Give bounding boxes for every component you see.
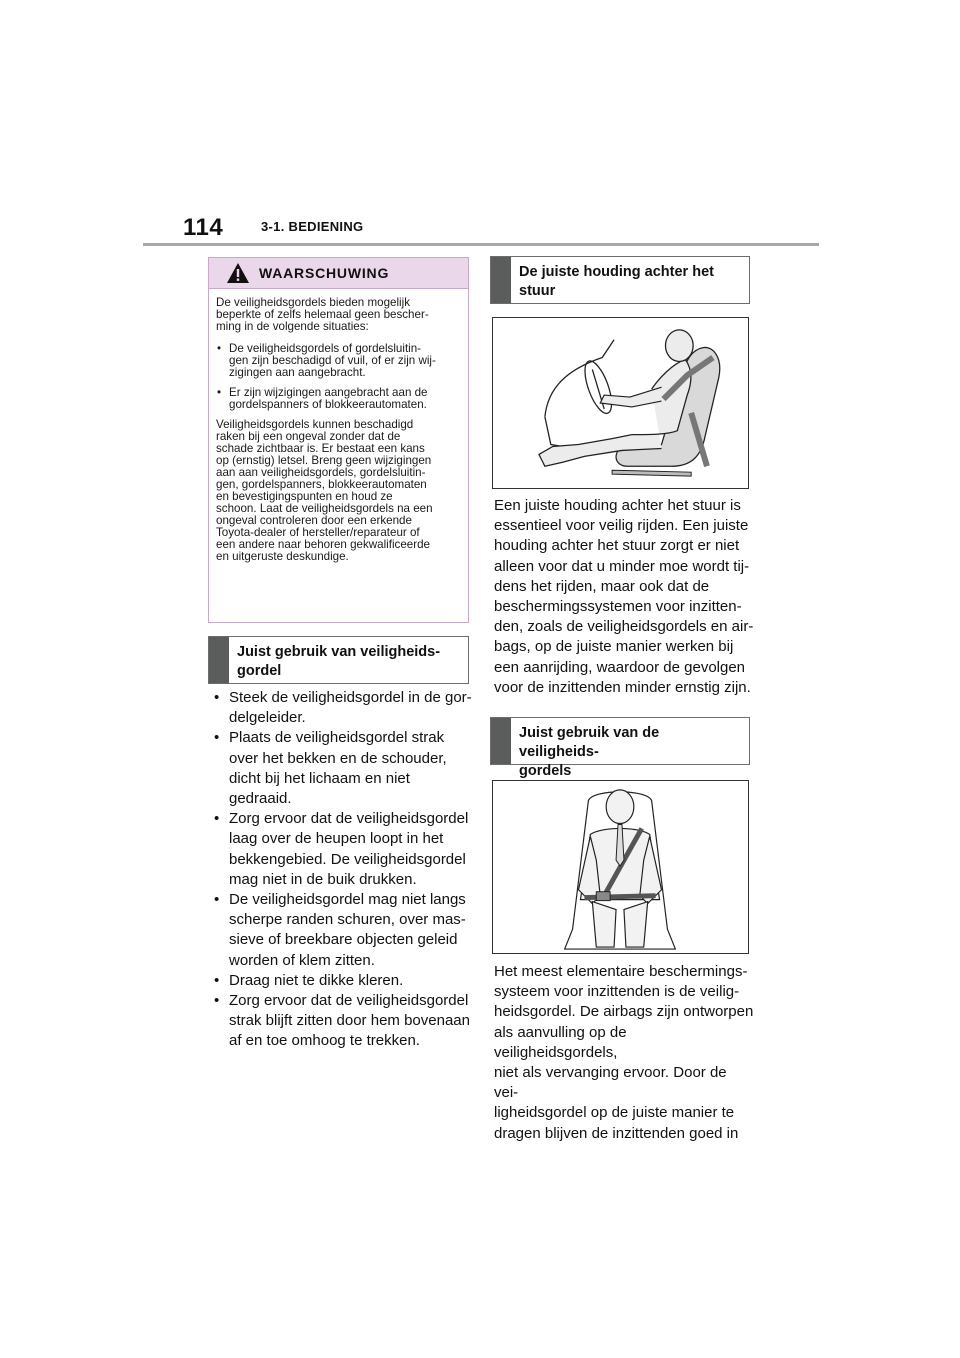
warning-item-line: De veiligheidsgordels of gordelsluitin- bbox=[229, 342, 422, 355]
heading-bar bbox=[491, 718, 511, 764]
warning-body-line: en uitgeruste deskundige. bbox=[216, 550, 349, 563]
paragraph-line: als aanvulling op de veiligheidsgordels, bbox=[494, 1023, 627, 1061]
warning-body-line: en bevestigingspunten en houd ze bbox=[216, 490, 393, 503]
seatbelt-instructions-list bbox=[212, 688, 472, 1052]
heading-line: Juist gebruik van veiligheids- bbox=[237, 644, 441, 660]
warning-body-line: Veiligheidsgordels kunnen beschadigd bbox=[216, 418, 414, 431]
list-item-line: dicht bij het lichaam en niet bbox=[229, 769, 410, 787]
warning-body-line: ongeval controleren door een erkende bbox=[216, 514, 412, 527]
list-item-line: Zorg ervoor dat de veiligheidsgordel bbox=[229, 810, 469, 828]
paragraph-line: essentieel voor veilig rijden. Een juiste bbox=[494, 517, 749, 535]
paragraph-line: dragen blijven de inzittenden goed in bbox=[494, 1124, 739, 1142]
list-item-line: af en toe omhoog te trekken. bbox=[229, 1032, 420, 1050]
warning-body-line: een andere naar behoren gekwalificeerde bbox=[216, 538, 430, 551]
header-rule bbox=[143, 243, 819, 246]
paragraph-line: Het meest elementaire beschermings- bbox=[494, 963, 748, 980]
warning-intro-line: De veiligheidsgordels bieden mogelijk bbox=[216, 296, 410, 309]
paragraph-line: heidsgordel. De airbags zijn ontworpen bbox=[494, 1003, 754, 1021]
paragraph-line: alleen voor dat u minder moe wordt tij- bbox=[494, 557, 750, 575]
driver-seat-icon bbox=[493, 318, 748, 488]
section-title: 3-1. BEDIENING bbox=[261, 219, 364, 234]
paragraph-line: Een juiste houding achter het stuur is bbox=[494, 497, 741, 514]
list-item-line: Zorg ervoor dat de veiligheidsgordel bbox=[229, 992, 469, 1010]
list-item-line: bekkengebied. De veiligheidsgordel bbox=[229, 850, 466, 868]
paragraph-line: bags, op de juiste manier werken bij bbox=[494, 638, 734, 656]
paragraph-line: systeem voor inzittenden is de veilig- bbox=[494, 983, 740, 1001]
list-item bbox=[212, 688, 472, 728]
list-item-line: strak blijft zitten door hem bovenaan bbox=[229, 1012, 470, 1030]
warning-header bbox=[209, 258, 468, 289]
list-item-line: scherpe randen schuren, over mas- bbox=[229, 911, 466, 929]
paragraph-line: den, zoals de veiligheidsgordels en air- bbox=[494, 618, 754, 636]
warning-list-item bbox=[216, 343, 461, 379]
warning-list bbox=[216, 343, 461, 411]
heading-line: gordel bbox=[237, 663, 282, 679]
driving-posture-illustration bbox=[492, 317, 749, 489]
warning-box bbox=[208, 257, 469, 623]
warning-triangle-icon bbox=[226, 262, 250, 284]
warning-body-line: aan aan veiligheidsgordels, gordelsluitin- bbox=[216, 466, 426, 479]
warning-intro bbox=[216, 297, 461, 333]
paragraph-line: ligheidsgordel op de juiste manier te bbox=[494, 1104, 735, 1122]
list-item-line: over het bekken en de schouder, bbox=[229, 749, 447, 767]
list-item-line: Draag niet te dikke kleren. bbox=[229, 971, 404, 989]
list-item-line: gedraaid. bbox=[229, 790, 292, 808]
warning-body bbox=[209, 289, 468, 563]
warning-body-line: gen, gordelspanners, blokkeerautomaten bbox=[216, 478, 427, 491]
warning-body-line: schade zichtbaar is. Er bestaat een kans bbox=[216, 442, 425, 455]
paragraph-line: voor de inzittenden minder ernstig zijn. bbox=[494, 678, 751, 696]
warning-body-line: op (ernstig) letsel. Breng geen wijzigingen bbox=[216, 454, 432, 467]
warning-list-item bbox=[216, 387, 461, 411]
paragraph-line: een aanrijding, waardoor de gevolgen bbox=[494, 658, 746, 676]
list-item-line: worden of klem zitten. bbox=[229, 951, 375, 969]
occupant-seatbelt-icon bbox=[493, 781, 748, 953]
warning-title: WAARSCHUWING bbox=[259, 265, 390, 281]
warning-intro-line: beperkte of zelfs helemaal geen bescher- bbox=[216, 308, 429, 321]
paragraph-line: beschermingssystemen voor inzitten- bbox=[494, 598, 742, 616]
heading-line: stuur bbox=[519, 283, 556, 299]
warning-item-line: zigingen aan aangebracht. bbox=[229, 366, 366, 379]
warning-item-line: gen zijn beschadigd of vuil, of er zijn wij- bbox=[229, 354, 436, 367]
heading-line: De juiste houding achter het bbox=[519, 264, 714, 280]
heading-label bbox=[237, 643, 460, 681]
heading-bar bbox=[209, 637, 229, 683]
heading-line: gordels bbox=[519, 763, 572, 779]
warning-body-line: Toyota-dealer of hersteller/reparateur of bbox=[216, 526, 420, 539]
list-item bbox=[212, 991, 472, 1052]
list-item-line: Steek de veiligheidsgordel in de gor- bbox=[229, 689, 472, 706]
page-number: 114 bbox=[183, 214, 224, 241]
list-item bbox=[212, 971, 472, 991]
paragraph-line: dens het rijden, maar ook dat de bbox=[494, 577, 710, 595]
list-item-line: Plaats de veiligheidsgordel strak bbox=[229, 729, 445, 747]
list-item-line: sieve of breekbare objecten geleid bbox=[229, 931, 458, 949]
heading-line: Juist gebruik van de veiligheids- bbox=[519, 725, 660, 760]
section-heading-seatbelt-use bbox=[208, 636, 469, 684]
paragraph-line: houding achter het stuur zorgt er niet bbox=[494, 537, 740, 555]
heading-label bbox=[519, 263, 741, 301]
driving-posture-paragraph bbox=[494, 496, 754, 698]
warning-item-line: gordelspanners of blokkeerautomaten. bbox=[229, 398, 427, 411]
list-item bbox=[212, 809, 472, 890]
seatbelt-wearing-illustration bbox=[492, 780, 749, 954]
list-item-line: De veiligheidsgordel mag niet langs bbox=[229, 891, 466, 909]
warning-item-line: Er zijn wijzigingen aangebracht aan de bbox=[229, 386, 428, 399]
warning-body-line: schoon. Laat de veiligheidsgordels na een bbox=[216, 502, 433, 515]
list-item bbox=[212, 728, 472, 809]
list-item-line: mag niet in de buik drukken. bbox=[229, 870, 417, 888]
section-heading-seatbelts-use bbox=[490, 717, 750, 779]
seatbelt-paragraph bbox=[494, 962, 754, 1144]
warning-intro-line: ming in de volgende situaties: bbox=[216, 320, 369, 333]
list-item-line: laag over de heupen loopt in het bbox=[229, 830, 444, 848]
heading-label bbox=[519, 724, 741, 781]
list-item bbox=[212, 890, 472, 971]
section-heading-driving-posture bbox=[490, 256, 750, 304]
heading-bar bbox=[491, 257, 511, 303]
paragraph-line: niet als vervanging ervoor. Door de vei- bbox=[494, 1064, 727, 1102]
warning-body-line: raken bij een ongeval zonder dat de bbox=[216, 430, 401, 443]
warning-paragraph bbox=[216, 419, 461, 563]
list-item-line: delgeleider. bbox=[229, 709, 306, 727]
